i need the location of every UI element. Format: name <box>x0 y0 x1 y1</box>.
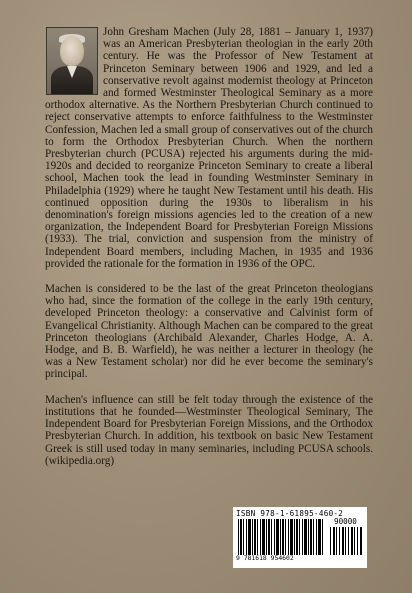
isbn-label: ISBN 978-1-61895-460-2 <box>236 509 344 518</box>
blurb-paragraph-2: Machen is considered to be the last of the great Princeton theologians who had, since the formation of the college in the early 19th century, developed Princeton theology: a conservative and Calvinist form of Evangelical Christianity. Although Machen can be compared to the great Princeton theologians (Archibald Alexander, Charles Hodge, A. A. Hodge, and B. B. Warfield), he was neither a lecturer in theology (he was a New Testament scholar) nor did he ever become the seminary's principal. <box>45 283 373 381</box>
isbn-barcode <box>233 507 367 568</box>
blurb-text <box>45 26 373 480</box>
blurb-paragraph-3: Machen's influence can still be felt today through the existence of the institutions that he founded—Westminster Theological Seminary, The Independent Board for Presbyterian Foreign Missions, and the Orthodox Presbyterian Church. In addition, his textbook on basic New Testament Greek is still used today in many seminaries, including PCUSA schools. (wikipedia.org) <box>45 393 373 467</box>
addon-barcode-bars <box>330 527 362 555</box>
ean-digits: 9 781618 954602 <box>236 554 294 562</box>
blurb-paragraph-1: John Gresham Machen (July 28, 1881 – January 1, 1937) was an American Presbyterian theologian in the early 20th century. He was the Professor of New Testament at Princeton Seminary between 1906 and 1929, and led a conservative revolt against modernist theology at Princeton and formed Westminster Theological Seminary as a more orthodox alternative. As the Northern Presbyterian Church continued to reject conservative attempts to enforce faithfulness to the Westminster Confession, Machen led a small group of conservatives out of the church to form the Orthodox Presbyterian Church. When the northern Presbyterian church (PCUSA) rejected his arguments during the mid-1920s and decided to reorganize Princeton Seminary to create a liberal school, Machen took the lead in founding Westminster Seminary in Philadelphia (1929) where he taught New Testament until his death. His continued opposition during the 1930s to liberalism in his denomination's foreign missions agencies led to the creation of a new organization, the Independent Board for Presbyterian Foreign Missions (1933). The trial, conviction and suspension from the ministry of Independent Board members, including Machen, in 1935 and 1936 provided the rationale for the formation in 1936 of the OPC. <box>45 26 373 270</box>
price-code: 90000 <box>334 517 357 526</box>
barcode-bars <box>238 519 324 555</box>
